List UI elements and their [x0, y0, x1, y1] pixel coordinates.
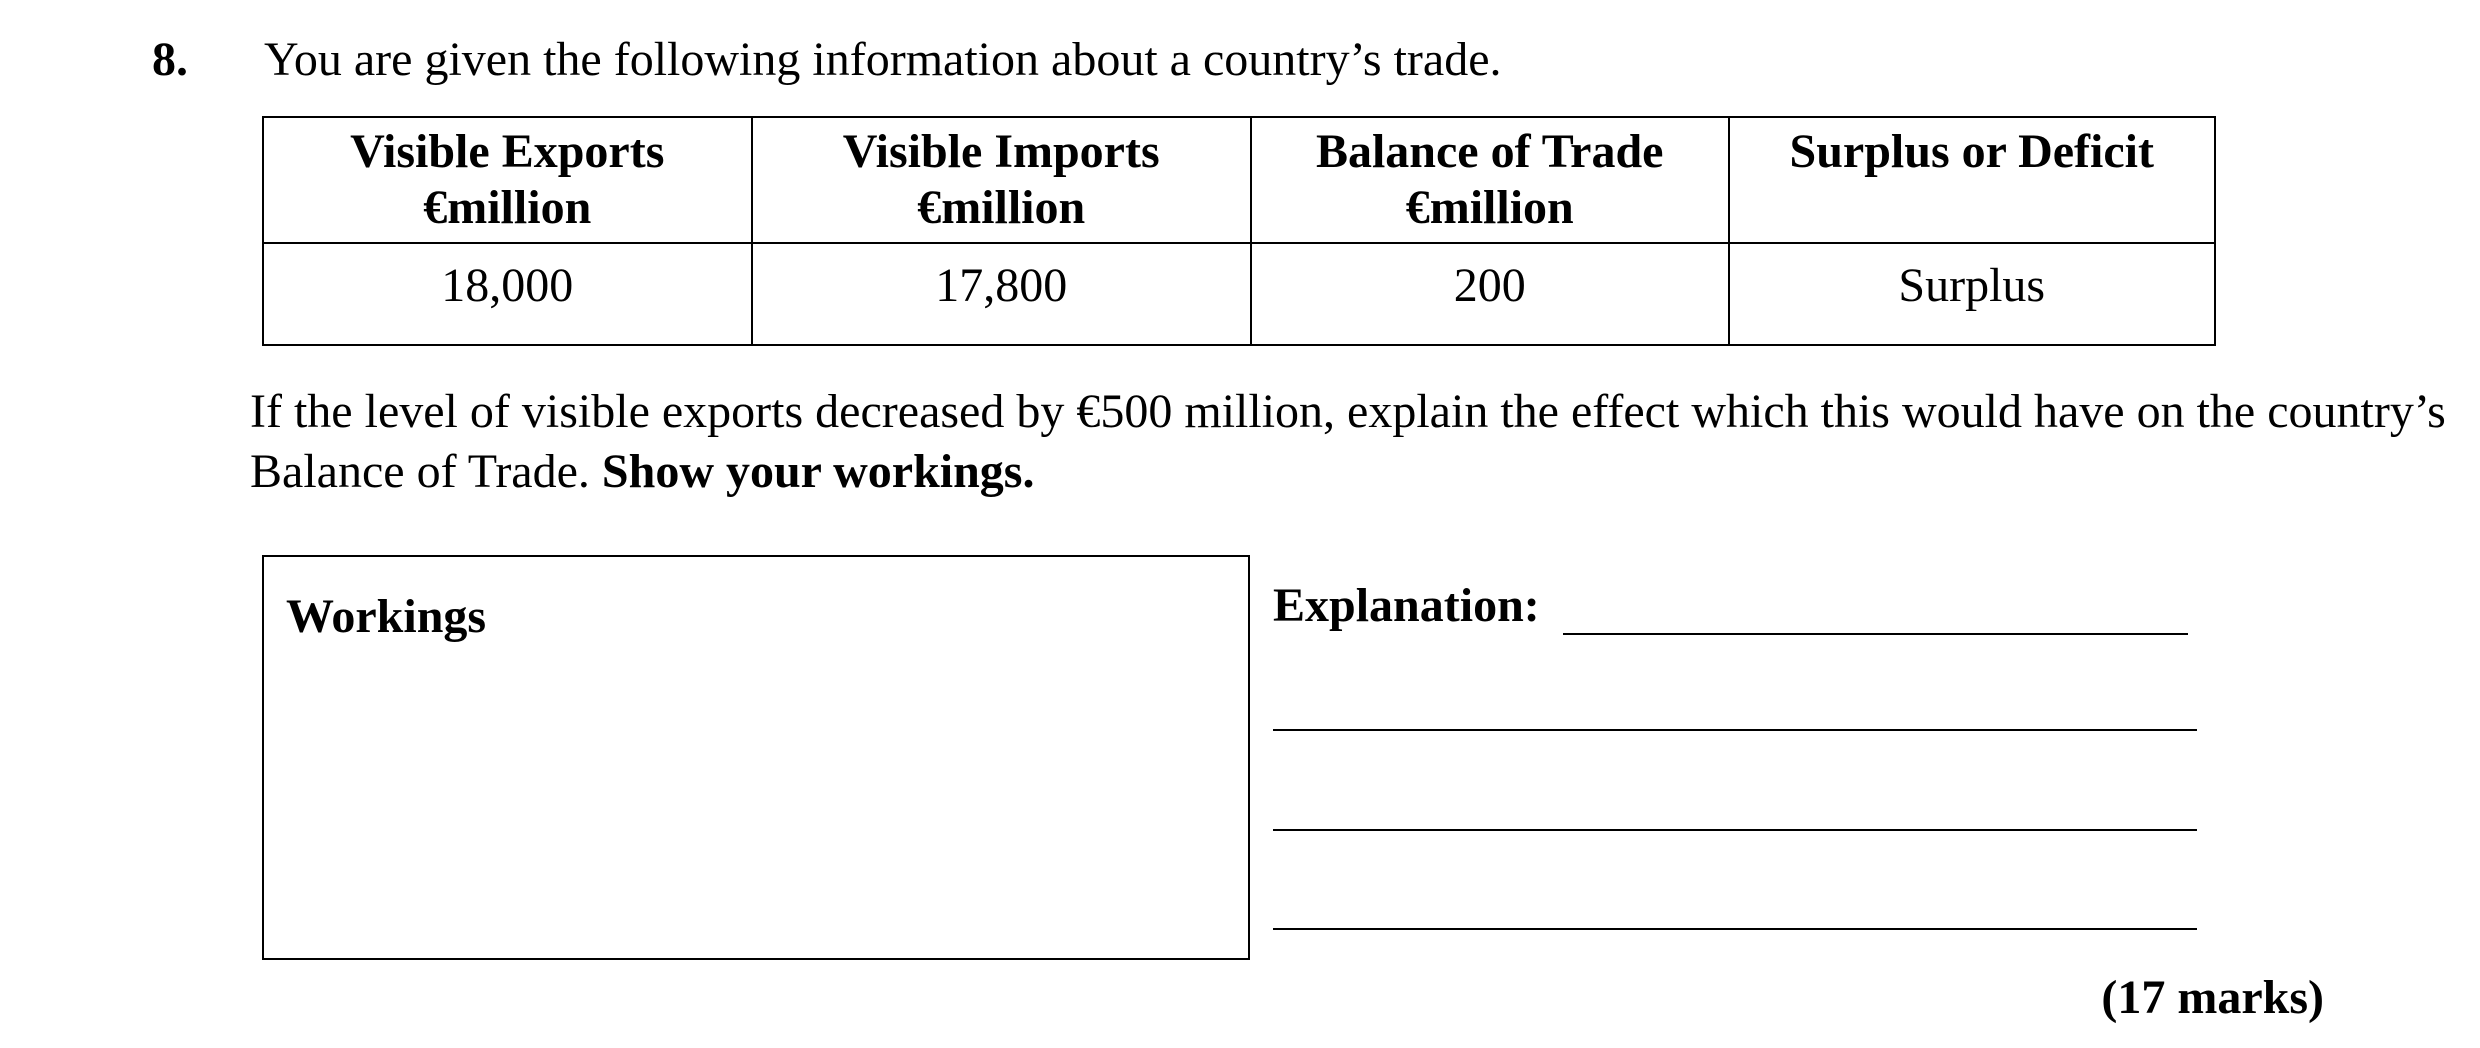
cell-visible-imports: 17,800	[752, 243, 1251, 345]
table-row	[263, 243, 2215, 345]
workings-box[interactable]	[262, 555, 1250, 960]
header-unit: €million	[423, 181, 592, 234]
header-unit: €million	[917, 181, 1086, 234]
header-visible-imports	[752, 117, 1251, 243]
header-visible-exports	[263, 117, 752, 243]
header-label: Visible Exports	[350, 125, 665, 178]
answer-line-2[interactable]	[1273, 729, 2197, 731]
answer-line-4[interactable]	[1273, 928, 2197, 930]
cell-visible-exports: 18,000	[263, 243, 752, 345]
header-label: Surplus or Deficit	[1789, 125, 2154, 178]
marks-label: (17 marks)	[2101, 971, 2324, 1024]
cell-surplus-or-deficit: Surplus	[1729, 243, 2215, 345]
question-prompt-text: If the level of visible exports decreased by €500 million, explain the effect which this would have on the country’s Balance of Trade.	[250, 385, 2446, 498]
trade-table	[262, 116, 2216, 346]
answer-line-1[interactable]	[1563, 633, 2188, 635]
header-balance-of-trade	[1251, 117, 1729, 243]
header-surplus-or-deficit	[1729, 117, 2215, 243]
explanation-label: Explanation:	[1273, 579, 1540, 632]
answer-line-3[interactable]	[1273, 829, 2197, 831]
question-prompt-bold: Show your workings.	[601, 445, 1035, 498]
table-header-row	[263, 117, 2215, 243]
header-label: Visible Imports	[842, 125, 1160, 178]
header-label: Balance of Trade	[1315, 125, 1664, 178]
header-unit: €million	[1405, 181, 1574, 234]
workings-label: Workings	[286, 590, 487, 643]
question-number: 8.	[152, 33, 188, 86]
cell-balance-of-trade: 200	[1251, 243, 1729, 345]
question-intro: You are given the following information about a country’s trade.	[264, 33, 1502, 86]
question-prompt	[250, 382, 2450, 502]
